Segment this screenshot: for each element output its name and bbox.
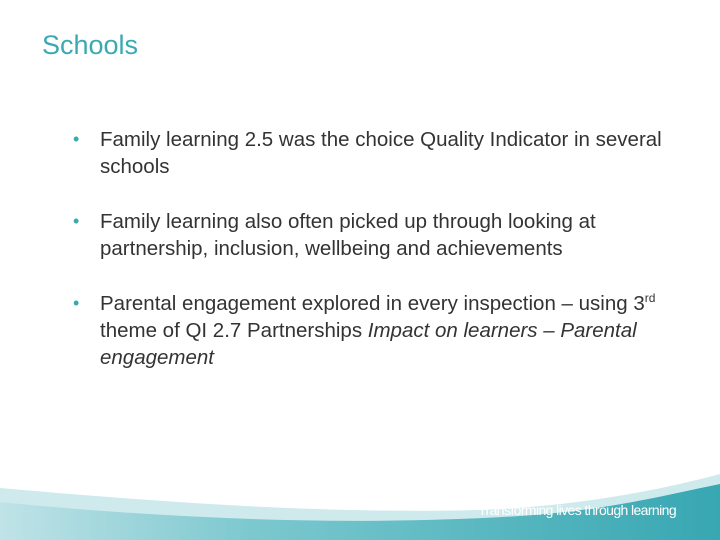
bullet-list xyxy=(70,126,670,399)
bullet-item xyxy=(70,208,670,262)
bullet-text-middle: theme of QI 2.7 Partnerships xyxy=(100,319,368,342)
ordinal-superscript: rd xyxy=(644,291,656,305)
bullet-text: Family learning 2.5 was the choice Quality Indicator in several schools xyxy=(100,128,662,178)
bullet-marker: • xyxy=(73,293,80,313)
bullet-item xyxy=(70,290,670,371)
slide-title: Schools xyxy=(42,30,139,60)
footer-wave-band xyxy=(0,450,720,540)
bullet-text-italic: Impact on learners – Parental engagement xyxy=(100,319,637,369)
footer-tagline: Transforming lives through learning xyxy=(478,502,676,518)
bullet-marker: • xyxy=(73,129,80,149)
bullet-item xyxy=(70,126,670,180)
bullet-text: Family learning also often picked up through looking at partnership, inclusion, wellbeing and achievements xyxy=(100,210,596,260)
bullet-marker: • xyxy=(73,211,80,231)
bullet-text-start: Parental engagement explored in every inspection – using 3 xyxy=(100,292,645,315)
